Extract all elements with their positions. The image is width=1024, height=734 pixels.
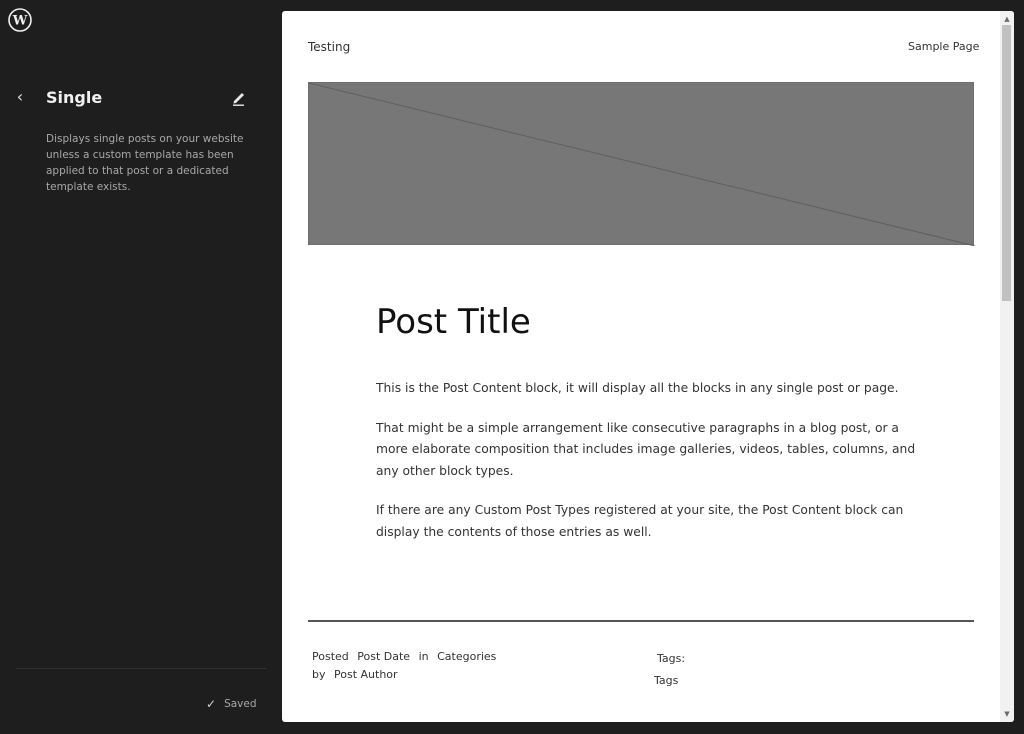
- scroll-down-arrow-icon[interactable]: ▼: [1004, 710, 1010, 718]
- featured-image-placeholder[interactable]: [308, 82, 974, 245]
- post-title[interactable]: Post Title: [376, 302, 531, 342]
- pencil-icon: [228, 86, 250, 108]
- checkmark-icon: ✓: [206, 697, 217, 711]
- nav-link-sample-page[interactable]: Sample Page: [908, 40, 980, 53]
- edit-button[interactable]: [228, 86, 250, 108]
- save-status: [206, 697, 257, 711]
- post-date[interactable]: Post Date: [357, 650, 411, 663]
- template-title: Single: [46, 88, 103, 107]
- separator: [308, 620, 974, 622]
- template-preview-canvas[interactable]: [282, 11, 1014, 722]
- post-content-block[interactable]: [376, 378, 916, 561]
- wordpress-logo-icon[interactable]: [8, 8, 32, 32]
- tags-value[interactable]: Tags: [654, 674, 679, 687]
- scrollbar-thumb[interactable]: [1002, 25, 1011, 301]
- in-label: in: [418, 650, 429, 663]
- site-title[interactable]: Testing: [308, 40, 351, 54]
- tags-label: Tags:: [657, 652, 686, 665]
- post-categories[interactable]: Categories: [437, 650, 497, 663]
- scroll-up-arrow-icon[interactable]: ▲: [1004, 15, 1010, 23]
- content-paragraph: This is the Post Content block, it will display all the blocks in any single post or page.: [376, 381, 899, 395]
- saved-label: Saved: [224, 698, 257, 710]
- template-description: Displays single posts on your website unless a custom template has been applied to that post or a dedicated template exists.: [46, 133, 244, 193]
- content-paragraph: That might be a simple arrangement like consecutive paragraphs in a blog post, or a more elaborate composition that includes image galleries, videos, tables, columns, and any other block types.: [376, 420, 916, 478]
- sidebar-divider: [16, 668, 267, 669]
- by-label: by: [312, 668, 326, 681]
- svg-text:W: W: [12, 13, 28, 29]
- post-author[interactable]: Post Author: [334, 668, 398, 681]
- scrollbar[interactable]: [1000, 11, 1014, 722]
- back-button[interactable]: [11, 86, 29, 108]
- post-tags[interactable]: [654, 648, 685, 692]
- content-paragraph: If there are any Custom Post Types registered at your site, the Post Content block can display the contents of those entries as well.: [376, 503, 904, 539]
- chevron-left-icon: ‹: [16, 87, 24, 106]
- post-meta: [312, 648, 501, 684]
- posted-label: Posted: [312, 650, 349, 663]
